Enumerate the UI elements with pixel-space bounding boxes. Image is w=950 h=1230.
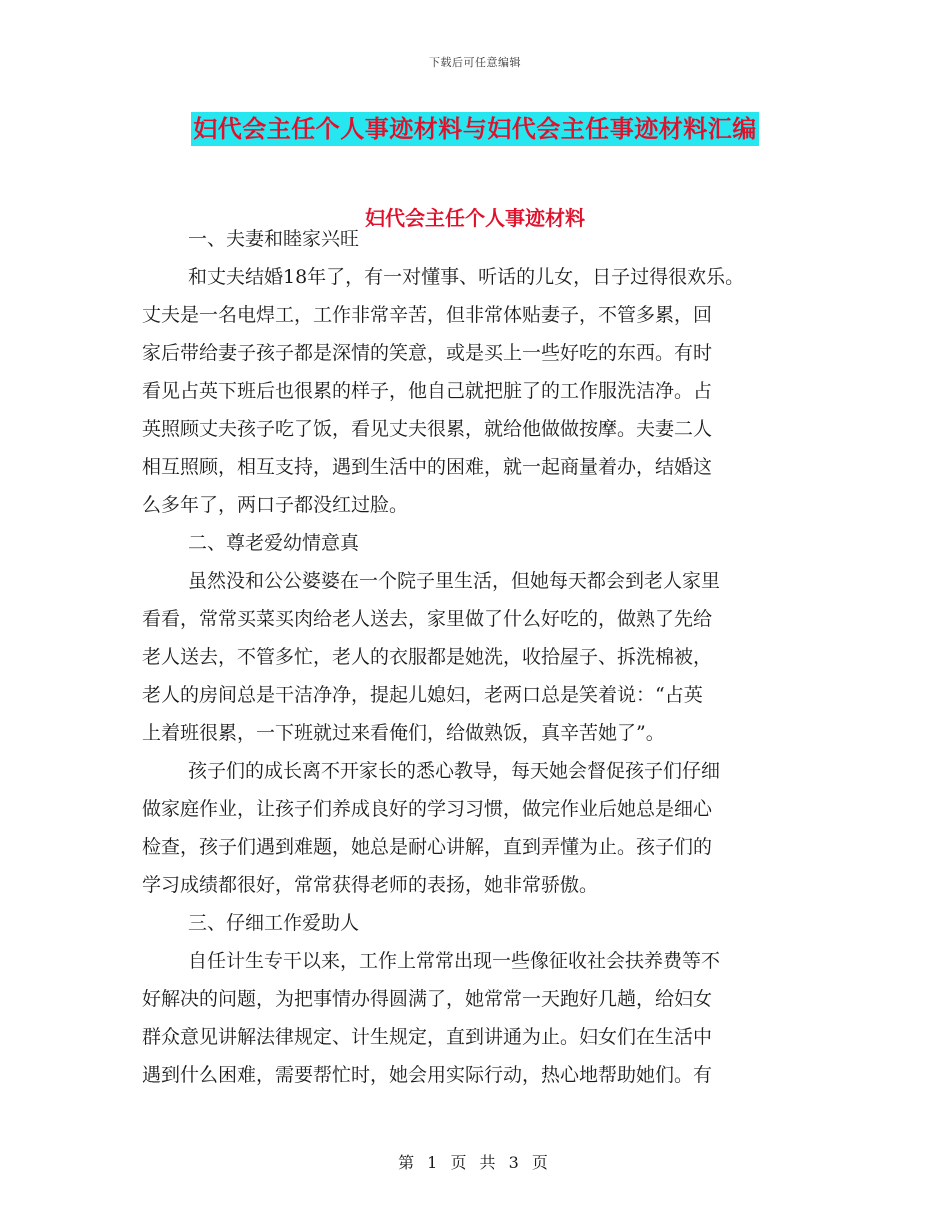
paragraph-line: 虽然没和公公婆婆在一个院子里生活，但她每天都会到老人家里	[188, 570, 721, 592]
paragraph-line: 看看，常常买菜买肉给老人送去，家里做了什么好吃的，做熟了先给	[142, 608, 713, 630]
page-footer: 第 1 页 共 3 页	[398, 1153, 552, 1172]
paragraph-line: 看见占英下班后也很累的样子，他自己就把脏了的工作服洗洁净。占	[142, 380, 713, 402]
section-heading-2: 二、尊老爱幼情意真	[188, 532, 360, 554]
paragraph-line: 做家庭作业，让孩子们养成良好的学习习惯，做完作业后她总是细心	[142, 798, 713, 820]
section-heading-3: 三、仔细工作爱助人	[188, 912, 360, 934]
paragraph-line: 么多年了，两口子都没红过脸。	[142, 494, 409, 516]
paragraph-line: 英照顾丈夫孩子吃了饭，看见丈夫很累，就给他做做按摩。夫妻二人	[142, 418, 713, 440]
paragraph-line: 孩子们的成长离不开家长的悉心教导，每天她会督促孩子们仔细	[188, 760, 721, 782]
paragraph-line: 上着班很累，一下班就过来看俺们，给做熟饭，真辛苦她了”。	[142, 722, 665, 744]
section-heading-1: 一、夫妻和睦家兴旺	[188, 228, 360, 250]
paragraph-line: 自任计生专干以来，工作上常常出现一些像征收社会扶养费等不	[188, 950, 721, 972]
section-title: 妇代会主任个人事迹材料	[365, 206, 585, 230]
paragraph-line: 老人送去，不管多忙，老人的衣服都是她洗，收拾屋子、拆洗棉被，	[142, 646, 713, 668]
paragraph-line: 相互照顾，相互支持，遇到生活中的困难，就一起商量着办，结婚这	[142, 456, 713, 478]
document-main-title: 妇代会主任个人事迹材料与妇代会主任事迹材料汇编	[191, 112, 759, 146]
paragraph-line: 丈夫是一名电焊工，工作非常辛苦，但非常体贴妻子，不管多累，回	[142, 304, 713, 326]
paragraph-line: 群众意见讲解法律规定、计生规定，直到讲通为止。妇女们在生活中	[142, 1026, 713, 1048]
paragraph-line: 学习成绩都很好，常常获得老师的表扬，她非常骄傲。	[142, 874, 599, 896]
paragraph-line: 遇到什么困难，需要帮忙时，她会用实际行动，热心地帮助她们。有	[142, 1064, 713, 1086]
paragraph-line: 检查，孩子们遇到难题，她总是耐心讲解，直到弄懂为止。孩子们的	[142, 836, 713, 858]
main-title-container	[0, 112, 950, 146]
paragraph-line: 家后带给妻子孩子都是深情的笑意，或是买上一些好吃的东西。有时	[142, 342, 713, 364]
header-note: 下载后可任意编辑	[429, 56, 521, 69]
paragraph-line: 老人的房间总是干洁净净，提起儿媳妇，老两口总是笑着说：“占英	[142, 684, 703, 706]
paragraph-line: 好解决的问题，为把事情办得圆满了，她常常一天跑好几趟，给妇女	[142, 988, 713, 1010]
paragraph-line: 和丈夫结婚18年了，有一对懂事、听话的儿女，日子过得很欢乐。	[188, 266, 745, 288]
